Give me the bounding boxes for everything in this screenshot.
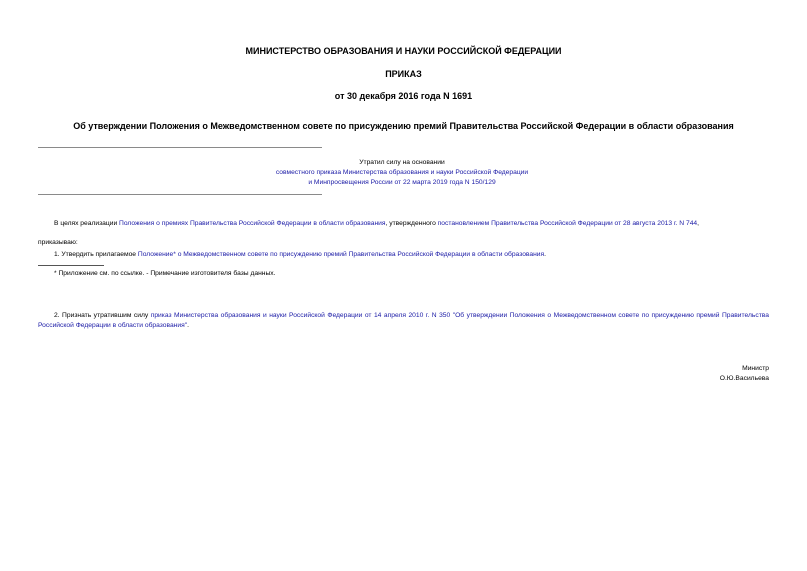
status-top-rule bbox=[38, 147, 322, 148]
signature-name: О.Ю.Васильева bbox=[719, 375, 769, 382]
document-date-number: от 30 декабря 2016 года N 1691 bbox=[334, 91, 473, 101]
regulation-appendix-link[interactable]: Положение* о Межведомственном совете по присуждению премий Правительства Российской Федерации в области образования bbox=[137, 251, 545, 258]
ministry-heading: МИНИСТЕРСТВО ОБРАЗОВАНИЯ И НАУКИ РОССИЙСКОЙ ФЕДЕРАЦИИ bbox=[245, 46, 562, 56]
regulation-link[interactable]: Положения о премиях Правительства Российской Федерации в области образования bbox=[119, 220, 386, 227]
order-word: приказываю: bbox=[38, 239, 78, 246]
status-note-text: Утратил силу на основании bbox=[359, 159, 445, 166]
government-decree-link[interactable]: постановлением Правительства Российской Федерации от 28 августа 2013 г. N 744 bbox=[437, 220, 698, 227]
item-1-prefix: 1. Утвердить прилагаемое bbox=[54, 251, 137, 258]
footnote-rule bbox=[38, 265, 104, 266]
item-1 bbox=[54, 250, 546, 260]
footnote: * Приложение см. по ссылке. - Примечание изготовителя базы данных. bbox=[54, 270, 276, 277]
repealed-order-link[interactable]: приказ Министерства образования и науки Российской Федерации от 14 апреля 2010 г. N 350 "Об утверждении Положения о Межведомственном совете по присуждению премий Правительства Российской Федерации в области образования" bbox=[38, 312, 769, 329]
item-2-end: . bbox=[187, 322, 189, 329]
paragraph-purpose-prefix: В целях реализации bbox=[54, 220, 118, 227]
status-note-link-line2[interactable]: и Минпросвещения России от 22 марта 2019 года N 150/129 bbox=[308, 179, 496, 186]
status-note bbox=[200, 158, 604, 188]
document-type: ПРИКАЗ bbox=[385, 69, 422, 79]
signature-position: Министр bbox=[742, 365, 769, 372]
paragraph-purpose bbox=[54, 219, 699, 229]
paragraph-purpose-end: , bbox=[697, 220, 699, 227]
document-title: Об утверждении Положения о Межведомственном совете по присуждению премий Правительства Российской Федерации в области образования bbox=[73, 121, 734, 131]
signature-block bbox=[720, 364, 769, 384]
paragraph-purpose-mid: , утвержденного bbox=[385, 220, 436, 227]
item-2-prefix: 2. Признать утратившим силу bbox=[54, 312, 149, 319]
item-1-end: . bbox=[544, 251, 547, 258]
status-note-link-line1[interactable]: совместного приказа Министерства образования и науки Российской Федерации bbox=[275, 169, 529, 176]
item-2 bbox=[38, 311, 769, 331]
status-bottom-rule bbox=[38, 194, 322, 195]
